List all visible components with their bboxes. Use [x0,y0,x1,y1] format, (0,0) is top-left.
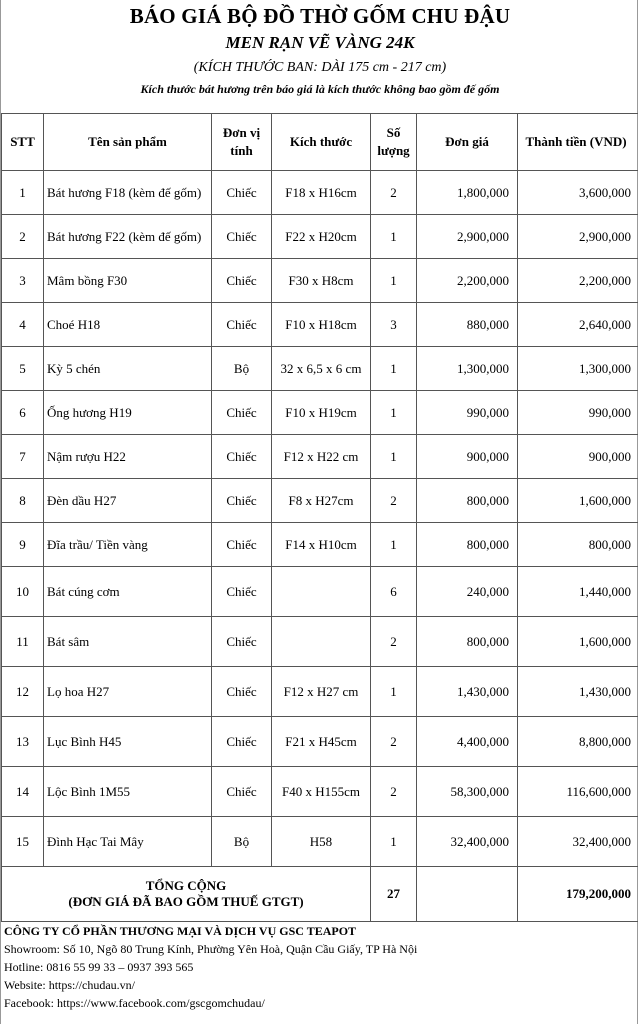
cell-product-name: Bát hương F22 (kèm đế gốm) [44,215,212,259]
cell-product-name: Lộc Bình 1M55 [44,767,212,817]
col-header-unit: Đơn vị tính [212,114,272,171]
cell-line-total: 2,640,000 [518,303,638,347]
cell-unit: Chiếc [212,303,272,347]
cell-qty: 1 [371,347,417,391]
cell-product-name: Đình Hạc Tai Mây [44,817,212,867]
page-subtitle: MEN RẠN VẼ VÀNG 24K [225,33,415,52]
cell-size: F14 x H10cm [272,523,371,567]
cell-qty: 6 [371,567,417,617]
cell-unit-price: 4,400,000 [417,717,518,767]
cell-qty: 1 [371,523,417,567]
table-row [2,215,638,259]
cell-unit-price: 58,300,000 [417,767,518,817]
cell-line-total: 900,000 [518,435,638,479]
cell-size: F21 x H45cm [272,717,371,767]
cell-size [272,567,371,617]
cell-stt: 13 [2,717,44,767]
cell-size: F30 x H8cm [272,259,371,303]
cell-stt: 9 [2,523,44,567]
cell-product-name: Bát sâm [44,617,212,667]
cell-unit-price: 2,900,000 [417,215,518,259]
cell-qty: 1 [371,667,417,717]
cell-line-total: 800,000 [518,523,638,567]
cell-qty: 1 [371,391,417,435]
table-row [2,523,638,567]
cell-size: H58 [272,817,371,867]
cell-stt: 12 [2,667,44,717]
cell-stt: 1 [2,171,44,215]
cell-size: F10 x H18cm [272,303,371,347]
cell-unit: Chiếc [212,767,272,817]
cell-line-total: 1,430,000 [518,667,638,717]
cell-unit: Chiếc [212,523,272,567]
cell-unit: Chiếc [212,215,272,259]
cell-unit: Chiếc [212,567,272,617]
cell-unit-price: 900,000 [417,435,518,479]
table-row [2,567,638,617]
cell-line-total: 116,600,000 [518,767,638,817]
cell-product-name: Bát hương F18 (kèm đế gốm) [44,171,212,215]
cell-product-name: Lọ hoa H27 [44,667,212,717]
total-label [2,867,371,922]
cell-line-total: 8,800,000 [518,717,638,767]
cell-stt: 2 [2,215,44,259]
cell-product-name: Lục Bình H45 [44,717,212,767]
cell-qty: 1 [371,817,417,867]
size-note: (KÍCH THƯỚC BAN: DÀI 175 cm - 217 cm) [193,60,447,75]
cell-qty: 3 [371,303,417,347]
cell-stt: 6 [2,391,44,435]
table-header-row [2,114,638,171]
table-row [2,767,638,817]
col-header-stt: STT [2,114,44,171]
cell-product-name: Đĩa trầu/ Tiền vàng [44,523,212,567]
cell-size: F18 x H16cm [272,171,371,215]
cell-unit-price: 1,800,000 [417,171,518,215]
total-label-line2: (ĐƠN GIÁ ĐÃ BAO GỒM THUẾ GTGT) [68,894,304,909]
cell-size: F22 x H20cm [272,215,371,259]
cell-qty: 2 [371,479,417,523]
cell-product-name: Nậm rượu H22 [44,435,212,479]
table-row [2,479,638,523]
cell-qty: 2 [371,617,417,667]
cell-line-total: 2,900,000 [518,215,638,259]
col-header-size: Kích thước [272,114,371,171]
cell-stt: 8 [2,479,44,523]
cell-unit: Chiếc [212,617,272,667]
cell-unit: Chiếc [212,171,272,215]
total-label-line1: TỔNG CỘNG [145,878,227,893]
facebook-link[interactable]: Facebook: https://www.facebook.com/gscgomchudau/ [4,996,265,1010]
cell-line-total: 1,600,000 [518,617,638,667]
cell-size: 32 x 6,5 x 6 cm [272,347,371,391]
showroom-address: Showroom: Số 10, Ngõ 80 Trung Kính, Phường Yên Hoà, Quận Cầu Giấy, TP Hà Nội [4,942,418,956]
cell-line-total: 1,300,000 [518,347,638,391]
cell-unit: Bộ [212,817,272,867]
total-qty: 27 [371,867,417,922]
table-row [2,435,638,479]
cell-stt: 11 [2,617,44,667]
cell-qty: 2 [371,767,417,817]
price-table [1,113,638,922]
cell-unit: Bộ [212,347,272,391]
table-body [2,171,638,867]
table-row [2,347,638,391]
table-row [2,617,638,667]
col-header-price: Đơn giá [417,114,518,171]
cell-unit: Chiếc [212,391,272,435]
cell-stt: 15 [2,817,44,867]
cell-size: F12 x H27 cm [272,667,371,717]
cell-unit: Chiếc [212,435,272,479]
table-row [2,717,638,767]
col-header-total: Thành tiền (VND) [518,114,638,171]
cell-product-name: Bát cúng cơm [44,567,212,617]
cell-qty: 1 [371,435,417,479]
company-name: CÔNG TY CỔ PHẦN THƯƠNG MẠI VÀ DỊCH VỤ GSC TEAPOT [4,924,357,938]
page-title: BÁO GIÁ BỘ ĐỒ THỜ GỐM CHU ĐẬU [129,4,511,28]
cell-product-name: Ống hương H19 [44,391,212,435]
total-amount: 179,200,000 [518,867,638,922]
cell-line-total: 990,000 [518,391,638,435]
cell-unit-price: 880,000 [417,303,518,347]
cell-stt: 10 [2,567,44,617]
cell-unit: Chiếc [212,667,272,717]
cell-product-name: Mâm bồng F30 [44,259,212,303]
cell-qty: 2 [371,171,417,215]
cell-stt: 4 [2,303,44,347]
table-row [2,303,638,347]
company-footer [4,922,636,1012]
table-row [2,391,638,435]
cell-line-total: 2,200,000 [518,259,638,303]
cell-stt: 3 [2,259,44,303]
table-row [2,171,638,215]
cell-unit: Chiếc [212,717,272,767]
cell-unit-price: 800,000 [417,479,518,523]
cell-product-name: Choé H18 [44,303,212,347]
cell-unit: Chiếc [212,259,272,303]
table-row [2,259,638,303]
cell-unit-price: 800,000 [417,617,518,667]
cell-size: F12 x H22 cm [272,435,371,479]
cell-product-name: Đèn dầu H27 [44,479,212,523]
cell-line-total: 32,400,000 [518,817,638,867]
cell-unit: Chiếc [212,479,272,523]
cell-qty: 1 [371,259,417,303]
cell-stt: 14 [2,767,44,817]
cell-unit-price: 800,000 [417,523,518,567]
cell-unit-price: 990,000 [417,391,518,435]
col-header-qty: Số lượng [371,114,417,171]
cell-size: F40 x H155cm [272,767,371,817]
cell-size: F8 x H27cm [272,479,371,523]
table-row [2,817,638,867]
cell-qty: 2 [371,717,417,767]
cell-product-name: Kỳ 5 chén [44,347,212,391]
total-empty-cell [417,867,518,922]
cell-unit-price: 32,400,000 [417,817,518,867]
cell-line-total: 1,440,000 [518,567,638,617]
table-row [2,667,638,717]
cell-stt: 5 [2,347,44,391]
website-link[interactable]: Website: https://chudau.vn/ [4,978,136,992]
cell-unit-price: 1,430,000 [417,667,518,717]
incense-size-note: Kích thước bát hương trên báo giá là kích thước không bao gồm đế gốm [140,82,500,96]
cell-unit-price: 2,200,000 [417,259,518,303]
cell-size [272,617,371,667]
cell-unit-price: 1,300,000 [417,347,518,391]
cell-stt: 7 [2,435,44,479]
cell-qty: 1 [371,215,417,259]
cell-unit-price: 240,000 [417,567,518,617]
cell-size: F10 x H19cm [272,391,371,435]
col-header-name: Tên sản phẩm [44,114,212,171]
cell-line-total: 3,600,000 [518,171,638,215]
total-row [2,867,638,922]
hotline: Hotline: 0816 55 99 33 – 0937 393 565 [4,960,194,974]
cell-line-total: 1,600,000 [518,479,638,523]
